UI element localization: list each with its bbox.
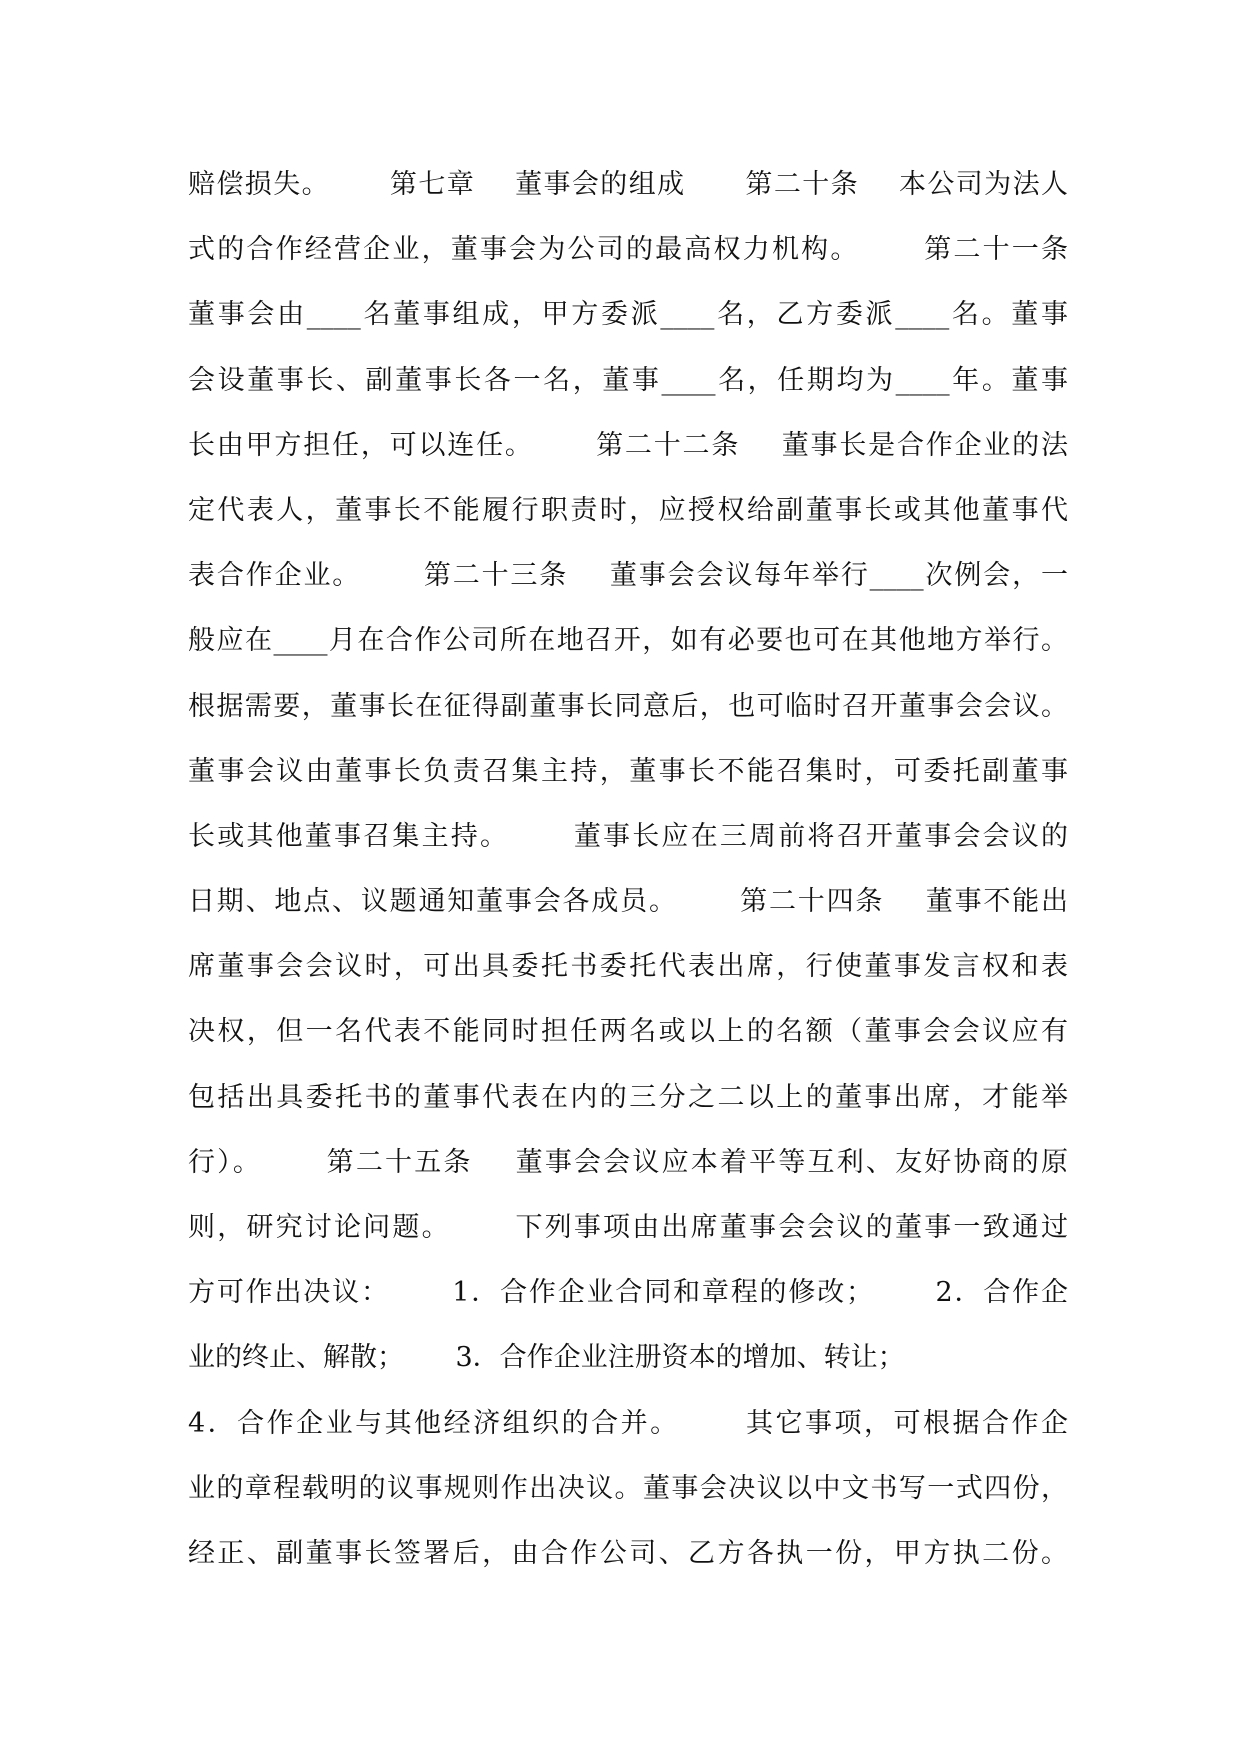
text-line-11: 长或其他董事召集主持。 董事长应在三周前将召开董事会会议的 — [188, 820, 1068, 852]
document-body — [188, 152, 1068, 1586]
text-line-21: 业的章程载明的议事规则作出决议。董事会决议以中文书写一式四份， — [188, 1472, 1068, 1504]
text-line-8: 般应在____月在合作公司所在地召开，如有必要也可在其他地方举行。 — [188, 625, 1068, 657]
text-line-9: 根据需要，董事长在征得副董事长同意后，也可临时召开董事会会议。 — [188, 690, 1068, 722]
text-line-14: 决权，但一名代表不能同时担任两名或以上的名额（董事会会议应有 — [188, 1016, 1068, 1048]
text-line-10: 董事会议由董事长负责召集主持，董事长不能召集时，可委托副董事 — [188, 755, 1068, 787]
text-line-13: 席董事会会议时，可出具委托书委托代表出席，行使董事发言权和表 — [188, 951, 1068, 983]
text-line-3: 董事会由____名董事组成，甲方委派____名，乙方委派____名。董事 — [188, 299, 1068, 331]
text-line-5: 长由甲方担任，可以连任。 第二十二条 董事长是合作企业的法 — [188, 429, 1068, 461]
text-line-4: 会设董事长、副董事长各一名，董事____名，任期均为____年。董事 — [188, 364, 1068, 396]
text-line-6: 定代表人，董事长不能履行职责时，应授权给副董事长或其他董事代 — [188, 494, 1068, 526]
text-line-18: 方可作出决议： 1．合作企业合同和章程的修改； 2．合作企 — [188, 1277, 1068, 1309]
text-line-19: 业的终止、解散； 3．合作企业注册资本的增加、转让； — [188, 1342, 905, 1374]
text-line-22: 经正、副董事长签署后，由合作公司、乙方各执一份，甲方执二份。 — [188, 1537, 1068, 1569]
text-line-20: 4．合作企业与其他经济组织的合并。 其它事项，可根据合作企 — [188, 1407, 1068, 1439]
text-line-16: 行）。 第二十五条 董事会会议应本着平等互利、友好协商的原 — [188, 1146, 1068, 1178]
text-line-15: 包括出具委托书的董事代表在内的三分之二以上的董事出席，才能举 — [188, 1081, 1068, 1113]
text-line-1: 赔偿损失。 第七章 董事会的组成 第二十条 本公司为法人 — [188, 169, 1068, 200]
text-line-2: 式的合作经营企业，董事会为公司的最高权力机构。 第二十一条 — [188, 234, 1068, 266]
text-line-17: 则，研究讨论问题。 下列事项由出席董事会会议的董事一致通过 — [188, 1212, 1068, 1243]
text-line-12: 日期、地点、议题通知董事会各成员。 第二十四条 董事不能出 — [188, 886, 1068, 918]
text-line-7: 表合作企业。 第二十三条 董事会会议每年举行____次例会，一 — [188, 560, 1068, 592]
